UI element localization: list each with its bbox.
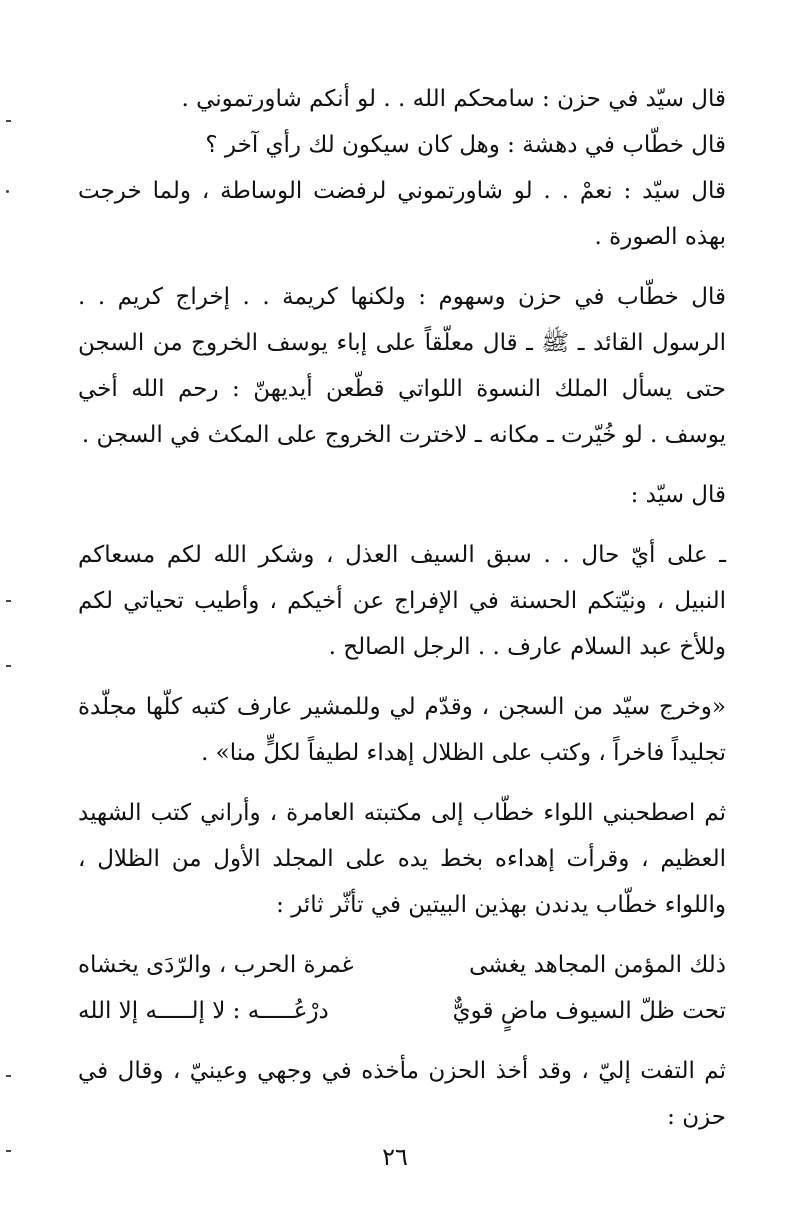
quote-paragraph: «وخرج سيّد من السجن ، وقدّم لي وللمشير عارف كتبه كلّها مجلّدة تجليداً فاخراً ، وكتب على الظلال إهداء لطيفاً لكلٍّ منا» . bbox=[78, 694, 726, 766]
poem-first-hemistich: تحت ظلّ السيوف ماضٍ قويٌّ bbox=[452, 998, 726, 1024]
poem-verse bbox=[78, 988, 726, 1034]
dialogue-paragraph: قال سيّد : bbox=[630, 482, 726, 508]
body-paragraph: ثم اصطحبني اللواء خطّاب إلى مكتبته العامرة ، وأراني كتب الشهيد العظيم ، وقرأت إهداءه بخط يده على المجلد الأول من الظلال ، واللواء خطّاب يدندن بهذين البيتين في تأثّر ثائر : bbox=[78, 800, 726, 918]
body-paragraph: ثم التفت إليّ ، وقد أخذ الحزن مأخذه في وجهي وعينيّ ، وقال في حزن : bbox=[78, 1058, 726, 1130]
margin-mark bbox=[6, 600, 11, 602]
dialogue-paragraph: ـ على أيّ حال . . سبق السيف العذل ، وشكر الله لكم مسعاكم النبيل ، ونيّتكم الحسنة في الإفراج عن أخيكم ، وأطيب تحياتي لكم وللأخ عبد السلام عارف . . الرجل الصالح . bbox=[78, 542, 726, 660]
dialogue-paragraph: قال خطّاب في دهشة : وهل كان سيكون لك رأي آخر ؟ bbox=[205, 132, 726, 158]
page-number: ٢٦ bbox=[382, 1143, 408, 1171]
poem-block bbox=[78, 942, 726, 1034]
margin-mark bbox=[6, 190, 9, 193]
dialogue-paragraph: قال خطّاب في حزن وسهوم : ولكنها كريمة . . إخراج كريم . . الرسول القائد ـ ﷺ ـ قال معلّقاً على إباء يوسف الخروج من السجن حتى يسأل الملك النسوة اللواتي قطّعن أيديهنّ : رحم الله أخي يوسف . لو خُيّرت ـ مكانه ـ لاخترت الخروج على المكث في السجن . bbox=[78, 284, 726, 448]
dialogue-paragraph: قال سيّد في حزن : سامحكم الله . . لو أنكم شاورتموني . bbox=[181, 86, 726, 112]
poem-second-hemistich: درْعُـــــه : لا إلـــــه إلا الله bbox=[78, 998, 329, 1024]
book-page bbox=[78, 76, 726, 1140]
poem-first-hemistich: ذلك المؤمن المجاهد يغشى bbox=[469, 952, 726, 978]
margin-mark bbox=[6, 120, 11, 122]
margin-mark bbox=[6, 1075, 11, 1077]
poem-verse bbox=[78, 942, 726, 988]
margin-mark bbox=[6, 665, 11, 667]
dialogue-paragraph: قال سيّد : نعمْ . . لو شاورتموني لرفضت الوساطة ، ولما خرجت بهذه الصورة . bbox=[78, 178, 726, 250]
poem-second-hemistich: غمرة الحرب ، والرّدَى يخشاه bbox=[78, 952, 354, 978]
